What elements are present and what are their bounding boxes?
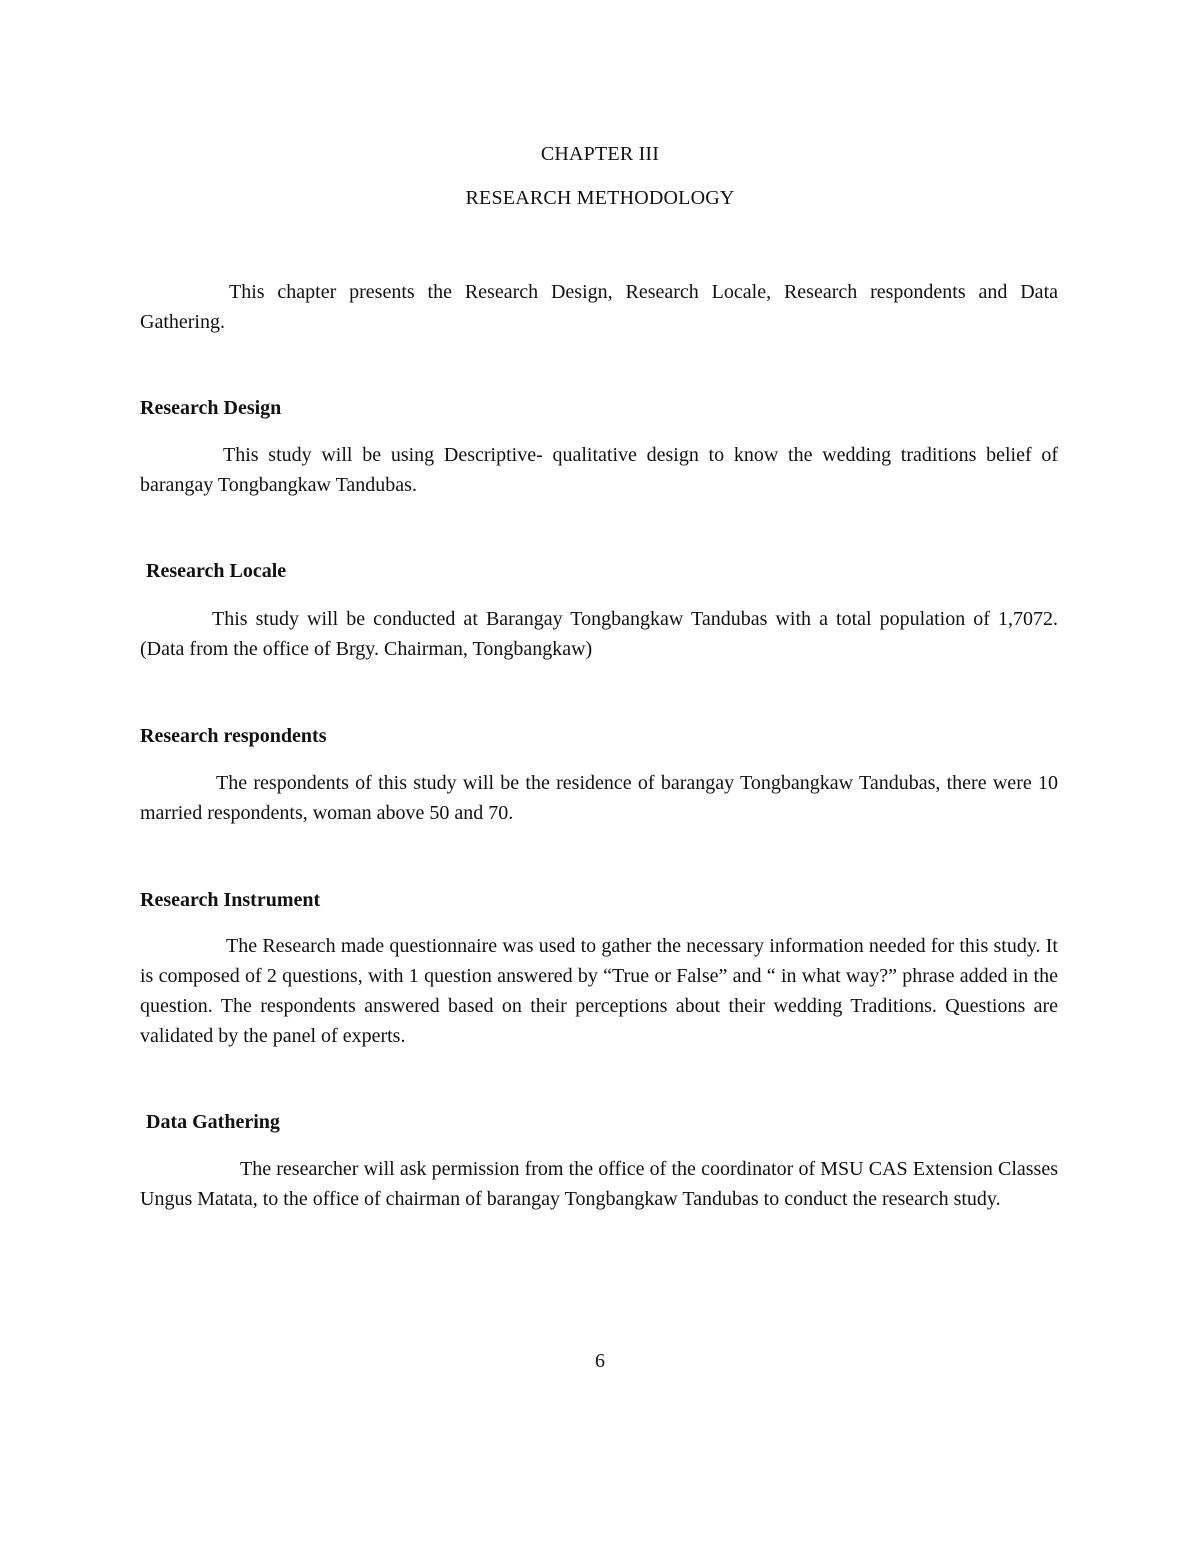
page-number: 6 (595, 1350, 605, 1372)
chapter-title: RESEARCH METHODOLOGY (465, 187, 735, 209)
section-heading-research-design: Research Design (140, 397, 282, 419)
section-heading-data-gathering: Data Gathering (146, 1111, 280, 1133)
section-body-research-locale (140, 604, 1058, 664)
section-heading-research-instrument: Research Instrument (140, 889, 321, 911)
section-heading-research-locale: Research Locale (146, 560, 287, 582)
section-body-data-gathering (140, 1154, 1058, 1214)
section-text: The Research made questionnaire was used to gather the necessary information needed for this study. It is composed of 2 questions, with 1 question answered by “True or False” and “ in what way?” phrase added in the question. The respondents answered based on their perceptions about their wedding Traditions. Questions are validated by the panel of experts. (140, 935, 1058, 1047)
section-heading-research-respondents: Research respondents (140, 725, 327, 747)
section-text: The researcher will ask permission from the office of the coordinator of MSU CAS Extension Classes Ungus Matata, to the office of chairman of barangay Tongbangkaw Tandubas to conduct the research study. (140, 1158, 1058, 1210)
intro-text: This chapter presents the Research Design, Research Locale, Research respondents and Data Gathering. (140, 281, 1058, 333)
section-text: This study will be using Descriptive- qualitative design to know the wedding traditions belief of barangay Tongbangkaw Tandubas. (140, 444, 1058, 496)
section-text: The respondents of this study will be the residence of barangay Tongbangkaw Tandubas, there were 10 married respondents, woman above 50 and 70. (140, 772, 1058, 824)
section-body-research-design (140, 440, 1058, 500)
section-text: This study will be conducted at Barangay Tongbangkaw Tandubas with a total population of 1,7072. (Data from the office of Brgy. Chairman, Tongbangkaw) (140, 608, 1058, 660)
section-body-research-respondents (140, 768, 1058, 828)
chapter-number: CHAPTER III (540, 143, 660, 165)
section-body-research-instrument (140, 931, 1058, 1051)
intro-paragraph (140, 277, 1058, 337)
